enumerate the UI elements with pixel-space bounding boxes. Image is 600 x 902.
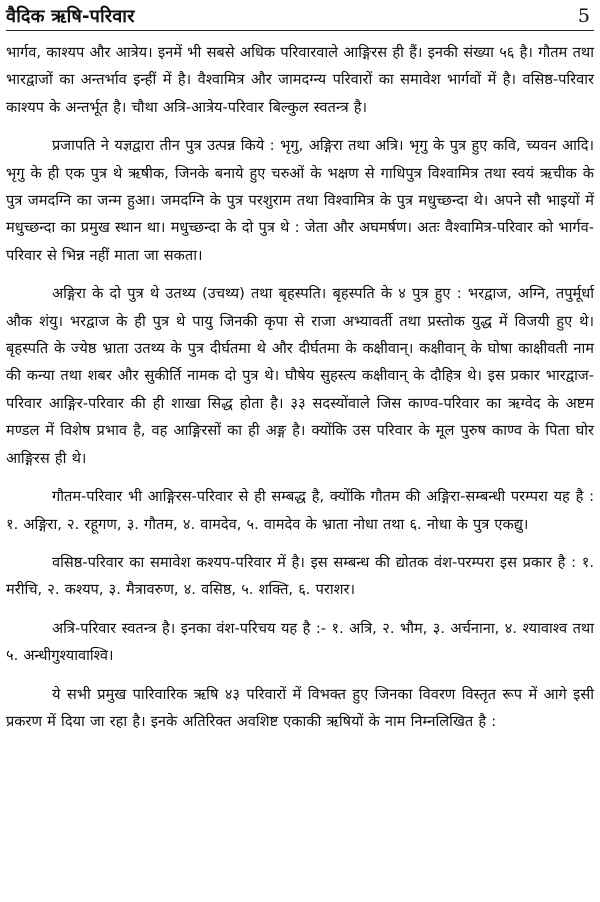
paragraph-spacer bbox=[6, 472, 594, 483]
paragraph-atri: अत्रि-परिवार स्वतन्त्र है। इनका वंश-परिचय यह है :- १. अत्रि, २. भौम, ३. अर्चनाना, ४. श्यावाश्व तथा ५. अन्धीगुश्यावाश्वि। bbox=[6, 619, 594, 665]
paragraph-spacer bbox=[6, 121, 594, 132]
paragraph-spacer bbox=[6, 538, 594, 549]
paragraph-spacer bbox=[6, 670, 594, 681]
paragraph-prajapati: प्रजापति ने यज्ञद्वारा तीन पुत्र उत्पन्न किये : भृगु, अङ्गिरा तथा अत्रि। भृगु के पुत्र हुए कवि, च्यवन आदि। भृगु के ही एक पुत्र थे ऋषीक, जिनके बनाये हुए चरुओं के भक्षण से गाधिपुत्र विश्वामित्र तथा स्वयं ऋचीक के पुत्र जमदग्नि का जन्म हुआ। जमदग्नि के पुत्र परशुराम तथा विश्वामित्र के पुत्र मधुच्छन्दा थे। अपने सौ भाइयों में मधुच्छन्दा का प्रमुख स्थान था। मधुच्छन्दा के दो पुत्र थे : जेता और अघमर्षण। अतः वैश्वामित्र-परिवार को भार्गव-परिवार से भिन्न नहीं माता जा सकता। bbox=[6, 137, 594, 264]
paragraph-summary: ये सभी प्रमुख पारिवारिक ऋषि ४३ परिवारों में विभक्त हुए जिनका विवरण विस्तृत रूप में आगे इसी प्रकरण में दिया जा रहा है। इनके अतिरिक्त अवशिष्ट एकाकी ऋषियों के नाम निम्नलिखित है : bbox=[6, 685, 594, 730]
paragraph-spacer bbox=[6, 604, 594, 615]
paragraph-spacer bbox=[6, 269, 594, 280]
page-body bbox=[6, 39, 594, 735]
paragraph-angira: अङ्गिरा के दो पुत्र थे उतथ्य (उचथ्य) तथा बृहस्पति। बृहस्पति के ४ पुत्र हुए : भरद्वाज, अग्नि, तपुर्मूर्धा औक शंयु। भरद्वाज के ही पुत्र थे पायु जिनकी कृपा से राजा अभ्यावर्ती तथा प्रस्तोक युद्ध में विजयी हुए थे। बृहस्पति के ज्येष्ठ भ्राता उतथ्य के पुत्र दीर्घतमा थे और दीर्घतमा के कक्षीवान्। कक्षीवान् के घोषा काक्षीवती नाम की कन्या तथा शबर और सुकीर्ति नामक दो पुत्र थे। घौषेय सुहस्त्य कक्षीवान् के दौहित्र थे। इस प्रकार भारद्वाज-परिवार आङ्गिर-परिवार की ही शाखा सिद्ध होता है। ३३ सदस्योंवाले जिस काण्व-परिवार का ऋग्वेद के अष्टम मण्डल में विशेष प्रभाव है, वह आङ्गिरसों का ही अङ्ग है। क्योंकि उस परिवार के मूल पुरुष काण्व के पिता घोर आङ्गिरस ही थे। bbox=[6, 285, 594, 467]
paragraph-gautam: गौतम-परिवार भी आङ्गिरस-परिवार से ही सम्बद्ध है, क्योंकि गौतम की अङ्गिरा-सम्बन्धी परम्परा यह है : १. अङ्गिरा, २. रहूगण, ३. गौतम, ४. वामदेव, ५. वामदेव के भ्राता नोधा तथा ६. नोधा के पुत्र एकद्यु। bbox=[6, 488, 594, 533]
paragraph-continued: भार्गव, काश्यप और आत्रेय। इनमें भी सबसे अधिक परिवारवाले आङ्गिरस ही हैं। इनकी संख्या ५६ है। गौतम तथा भारद्वाजों का अन्तर्भाव इन्हीं में है। वैश्वामित्र और जामदग्न्य परिवारों का समावेश भार्गवों में है। वसिष्ठ-परिवार काश्यप के अन्तर्भूत है। चौथा अत्रि-आत्रेय-परिवार बिल्कुल स्वतन्त्र है। bbox=[6, 44, 594, 116]
paragraph-vasishtha: वसिष्ठ-परिवार का समावेश कश्यप-परिवार में है। इस सम्बन्ध की द्योतक वंश-परम्परा इस प्रकार है : १. मरीचि, २. कश्यप, ३. मैत्रावरुण, ४. वसिष्ठ, ५. शक्ति, ६. पराशर। bbox=[6, 553, 594, 599]
page-number: 5 bbox=[577, 5, 590, 27]
page-header bbox=[6, 4, 594, 31]
chapter-title: वैदिक ऋषि-परिवार bbox=[6, 6, 135, 27]
